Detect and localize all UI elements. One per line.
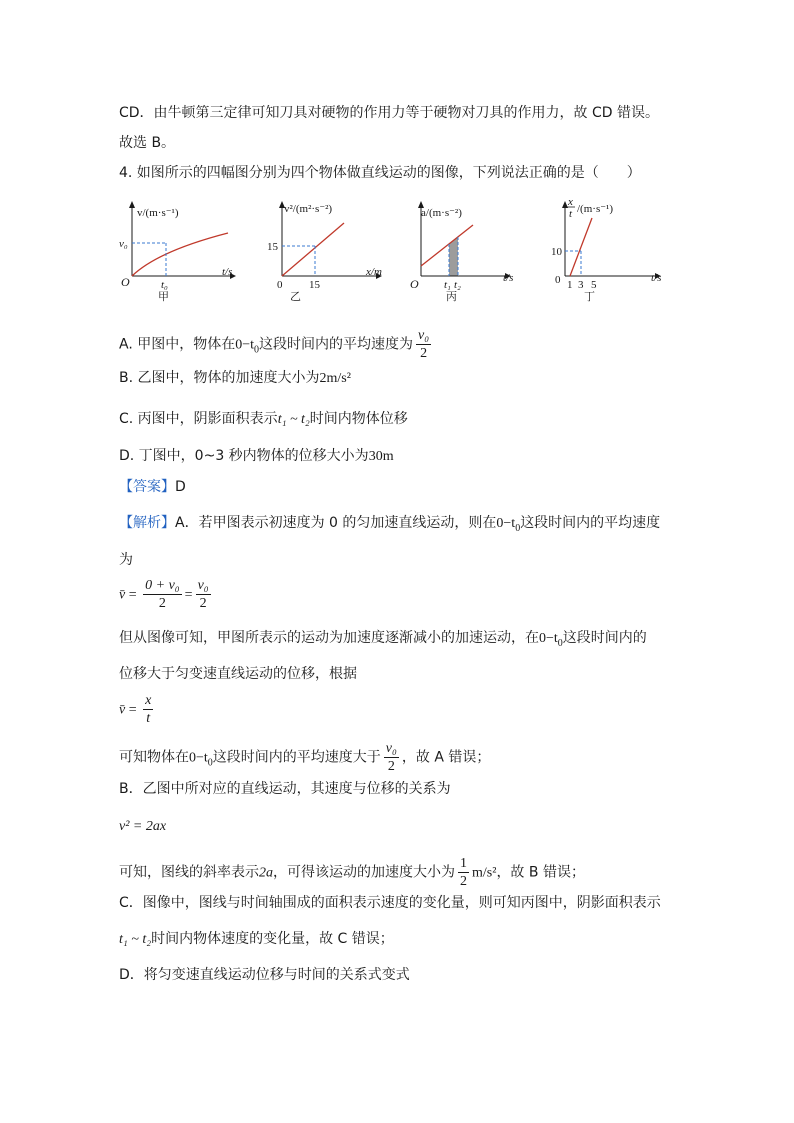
- analysis-line-2: 为: [119, 552, 133, 568]
- ding-ylabel-num: x: [568, 196, 573, 208]
- yi-ytick: 15: [267, 241, 278, 253]
- jia-ytick: v₀: [119, 238, 128, 250]
- bing-caption: 丙: [446, 290, 457, 303]
- bing-xtick2: t₂: [454, 279, 461, 291]
- bing-xtick1: t₁: [444, 279, 451, 291]
- ding-xtick-5: 5: [591, 279, 597, 291]
- graph-jia: [118, 196, 243, 310]
- analysis-line-4: 但从图像可知，甲图所表示的运动为加速度逐渐减小的加速运动，在$0-t_0$这段时间内的: [119, 630, 647, 649]
- analysis-line-10: 可知，图线的斜率表示2a，可得该运动的加速度大小为 $\frac{1}{2}$ m/s²，故 B 错误；: [119, 856, 585, 889]
- option-a: A. 甲图中，物体在$0-t_0$这段时间内的平均速度为 $\frac{\text{v₀}}{2}$: [119, 328, 430, 361]
- option-d: D. 丁图中，0~3 秒内物体的位移大小为30m: [119, 448, 394, 464]
- ding-ylabel-unit: /(m·s⁻¹): [577, 203, 613, 215]
- yi-xtick: 15: [309, 279, 320, 291]
- analysis-line-11: C．图像中，图线与时间轴围成的面积表示速度的变化量，则可知丙图中，阴影面积表示: [119, 895, 661, 911]
- answer: 【答案】D: [119, 479, 186, 495]
- formula-avg-velocity: v̄ = $\frac{\text{0 + v₀}}{2}$ = $\frac{\text{v₀}}{2}$: [119, 578, 209, 611]
- bing-origin: O: [410, 277, 419, 291]
- jia-origin: O: [121, 275, 130, 289]
- ding-caption: 丁: [584, 290, 595, 303]
- line-choose-b: 故选 B。: [119, 135, 176, 151]
- analysis-line-13: D．将匀变速直线运动位移与时间的关系式变式: [119, 967, 410, 983]
- formula-x-over-t: v̄ = $\frac{x}{t}$: [119, 693, 152, 726]
- graph-ding: [551, 196, 676, 310]
- line-cd: CD．由牛顿第三定律可知刀具对硬物的作用力等于硬物对刀具的作用力，故 CD 错误。: [119, 105, 660, 121]
- graph-bing: [409, 196, 529, 310]
- ding-xtick-1: 1: [567, 279, 573, 291]
- formula-v2-2ax: v² = 2ax: [119, 819, 167, 834]
- analysis-line-1: 【解析】A．若甲图表示初速度为 0 的匀加速直线运动，则在$0-t_0$这段时间内的平均速度: [119, 515, 661, 534]
- jia-xlabel: t/s: [222, 266, 233, 278]
- option-b: B. 乙图中，物体的加速度大小为2m/s²: [119, 370, 351, 386]
- jia-ylabel: v/(m·s⁻¹): [137, 207, 179, 219]
- ding-ylabel-den: t: [569, 208, 573, 220]
- question-4: 4. 如图所示的四幅图分别为四个物体做直线运动的图像，下列说法正确的是（ ）: [119, 165, 641, 181]
- analysis-line-12: t₁ ~ t₂时间内物体速度的变化量，故 C 错误；: [119, 931, 394, 947]
- ding-xtick-3: 3: [578, 279, 584, 291]
- bing-ylabel: a/(m·s⁻²): [421, 207, 462, 219]
- ding-ytick: 10: [551, 246, 562, 258]
- bing-xlabel: t/s: [503, 272, 514, 284]
- analysis-line-7: 可知物体在$0-t_0$这段时间内的平均速度大于 $\frac{\text{v₀}}{2}$ ，故 A 错误；: [119, 741, 491, 774]
- ding-origin: 0: [555, 274, 561, 286]
- yi-ylabel: v²/(m²·s⁻²): [284, 203, 333, 215]
- yi-origin: 0: [277, 279, 283, 291]
- option-c: C. 丙图中，阴影面积表示t₁ ~ t₂时间内物体位移: [119, 411, 408, 427]
- analysis-line-5: 位移大于匀变速直线运动的位移，根据: [119, 666, 357, 682]
- analysis-line-8: B．乙图中所对应的直线运动，其速度与位移的关系为: [119, 781, 451, 797]
- yi-caption: 乙: [290, 290, 301, 303]
- graph-yi: [266, 196, 396, 310]
- jia-caption: 甲: [158, 290, 169, 303]
- yi-xlabel: x/m: [366, 266, 382, 278]
- jia-xtick: t₀: [161, 279, 168, 291]
- ding-xlabel: t/s: [651, 272, 662, 284]
